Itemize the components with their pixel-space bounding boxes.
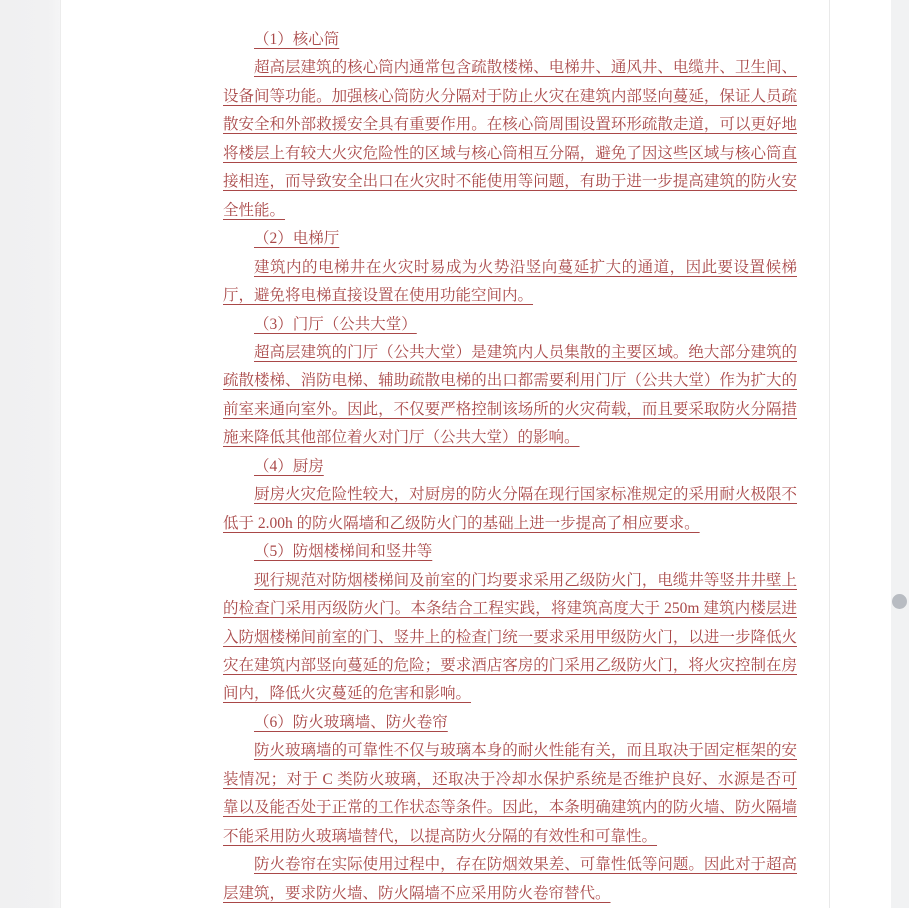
scrollbar-thumb[interactable] — [892, 594, 907, 609]
paragraph-heading: （6）防火玻璃墙、防火卷帘 — [254, 713, 448, 731]
paragraph-heading: （1）核心筒 — [254, 31, 340, 48]
paragraph-heading: （5）防烟楼梯间和竖井等 — [254, 543, 433, 561]
paragraph-heading: （2）电梯厅 — [254, 230, 340, 248]
paragraph-body: 现行规范对防烟楼梯间及前室的门均要求采用乙级防火门，电缆井等竖井井壁上的检查门采用丙级防火门。本条结合工程实践，将建筑高度大于 250m 建筑内楼层进入防烟楼梯间前室的门、竖井上的检查门统一要求采用甲级防火门，以进一步降低火灾在建筑内部竖向蔓延的危险；要求酒店客房的门采用乙级防火门，将火灾控制在房间内，降低火灾蔓延的危害和影响。 — [223, 571, 797, 703]
paragraph-body: 防火玻璃墙的可靠性不仅与玻璃本身的耐火性能有关，而且取决于固定框架的安装情况；对于 C 类防火玻璃，还取决于冷却水保护系统是否维护良好、水源是否可靠以及能否处于正常的工作状态等条件。因此，本条明确建筑内的防火墙、防火隔墙不能采用防火玻璃墙替代，以提高防火分隔的有效性和可靠性。 — [223, 742, 797, 845]
paragraph-heading: （3）门厅（公共大堂） — [254, 315, 417, 333]
paragraph-body: 建筑内的电梯井在火灾时易成为火势沿竖向蔓延扩大的通道，因此要设置候梯厅，避免将电梯直接设置在使用功能空间内。 — [223, 258, 797, 305]
document-page — [61, 0, 830, 908]
scrollbar-track[interactable] — [891, 0, 909, 908]
paragraph-heading: （4）厨房 — [254, 457, 324, 475]
paragraph-body: 超高层建筑的核心筒内通常包含疏散楼梯、电梯井、通风井、电缆井、卫生间、设备间等功能。加强核心筒防火分隔对于防止火灾在建筑内部竖向蔓延，保证人员疏散安全和外部救援安全具有重要作用。在核心筒周围设置环形疏散走道，可以更好地将楼层上有较大火灾危险性的区域与核心筒相互分隔，避免了因这些区域与核心筒直接相连，而导致安全出口在火灾时不能使用等问题，有助于进一步提高建筑的防火安全性能。 — [223, 59, 797, 219]
paragraph-body: 超高层建筑的门厅（公共大堂）是建筑内人员集散的主要区域。绝大部分建筑的疏散楼梯、消防电梯、辅助疏散电梯的出口都需要利用门厅（公共大堂）作为扩大的前室来通向室外。因此，不仅要严格控制该场所的火灾荷载，而且要采取防火分隔措施来降低其他部位着火对门厅（公共大堂）的影响。 — [223, 343, 797, 447]
document-text — [223, 26, 797, 908]
paragraph-body: 厨房火灾危险性较大，对厨房的防火分隔在现行国家标准规定的采用耐火极限不低于 2.00h 的防火隔墙和乙级防火门的基础上进一步提高了相应要求。 — [223, 486, 797, 532]
paragraph-body: 防火卷帘在实际使用过程中，存在防烟效果差、可靠性低等问题。因此对于超高层建筑，要求防火墙、防火隔墙不应采用防火卷帘替代。 — [223, 856, 797, 902]
left-gutter — [0, 0, 61, 908]
